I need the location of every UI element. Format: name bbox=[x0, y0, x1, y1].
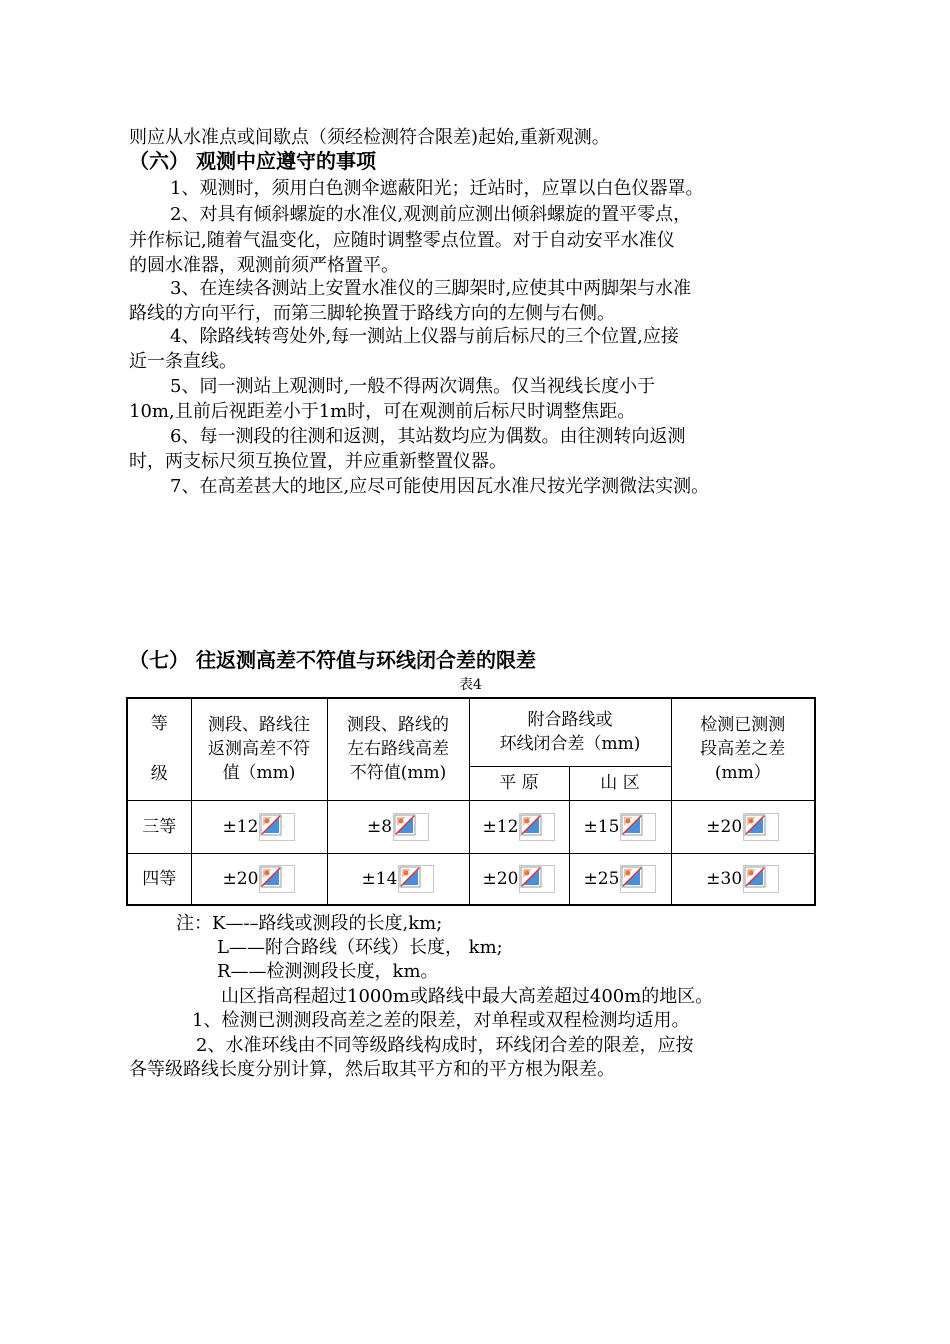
section6-item-6: 6、每一测段的往测和返测，其站数均应为偶数。由往测转向返测 bbox=[170, 426, 686, 447]
value-cell: ±20 bbox=[469, 853, 569, 905]
broken-image-icon bbox=[393, 813, 429, 841]
note-l: L——附合路线（环线）长度， km; bbox=[217, 937, 503, 958]
section6-item-4-cont: 近一条直线。 bbox=[129, 351, 237, 372]
section6-item-3-cont: 路线的方向平行，而第三脚轮换置于路线方向的左侧与右侧。 bbox=[129, 303, 615, 324]
value-cell: ±12 bbox=[191, 800, 327, 853]
header-closure: 附合路线或 环线闭合差（mm) bbox=[469, 698, 671, 766]
broken-image-icon bbox=[620, 813, 656, 841]
broken-image-icon bbox=[259, 813, 295, 841]
section6-item-2-cont: 并作标记,随着气温变化，应随时调整零点位置。对于自动安平水准仪 bbox=[129, 230, 675, 251]
header-mountain: 山 区 bbox=[569, 766, 671, 800]
broken-image-icon bbox=[519, 813, 555, 841]
value-cell: ±12 bbox=[469, 800, 569, 853]
limits-table bbox=[126, 697, 816, 906]
section6-heading: （六） 观测中应遵守的事项 bbox=[129, 149, 376, 173]
intro-line: 则应从水准点或间歇点（须经检测符合限差)起始,重新观测。 bbox=[129, 127, 610, 148]
table-caption: 表4 bbox=[459, 677, 482, 693]
value-cell: ±15 bbox=[569, 800, 671, 853]
section6-item-4: 4、除路线转弯处外,每一测站上仪器与前后标尺的三个位置,应接 bbox=[170, 326, 679, 347]
broken-image-icon bbox=[620, 865, 656, 893]
note-1: 1、检测已测测段高差之差的限差，对单程或双程检测均适用。 bbox=[192, 1010, 690, 1031]
section6-item-5-cont: 10m,且前后视距差小于1m时，可在观测前后标尺时调整焦距。 bbox=[129, 401, 636, 422]
section6-item-5: 5、同一测站上观测时,一般不得两次调焦。仅当视线长度小于 bbox=[170, 376, 656, 397]
note-2: 2、水准环线由不同等级路线构成时，环线闭合差的限差，应按 bbox=[196, 1035, 694, 1056]
section6-item-7: 7、在高差甚大的地区,应尽可能使用因瓦水准尺按光学测微法实测。 bbox=[170, 476, 710, 497]
broken-image-icon bbox=[398, 865, 434, 893]
broken-image-icon bbox=[743, 865, 779, 893]
value-cell: ±14 bbox=[327, 853, 469, 905]
section7-heading: （七） 往返测高差不符值与环线闭合差的限差 bbox=[129, 648, 536, 672]
note-mountain: 山区指高程超过1000m或路线中最大高差超过400m的地区。 bbox=[221, 986, 714, 1007]
grade-cell: 三等 bbox=[127, 800, 191, 853]
value-cell: ±20 bbox=[671, 800, 815, 853]
header-plain: 平 原 bbox=[469, 766, 569, 800]
table-row bbox=[127, 853, 815, 905]
section6-item-2: 2、对具有倾斜螺旋的水准仪,观测前应测出倾斜螺旋的置平零点， bbox=[170, 204, 692, 225]
broken-image-icon bbox=[519, 865, 555, 893]
section6-item-6-cont: 时，两支标尺须互换位置，并应重新整置仪器。 bbox=[129, 451, 507, 472]
grade-cell: 四等 bbox=[127, 853, 191, 905]
section6-item-1: 1、观测时，须用白色测伞遮蔽阳光；迁站时，应罩以白色仪器罩。 bbox=[170, 178, 704, 199]
section6-item-3: 3、在连续各测站上安置水准仪的三脚架时,应使其中两脚架与水准 bbox=[170, 278, 692, 299]
note-k: 注：K—-–路线或测段的长度,km; bbox=[176, 913, 443, 934]
note-r: R——检测测段长度，km。 bbox=[217, 961, 439, 982]
value-cell: ±25 bbox=[569, 853, 671, 905]
header-roundtrip: 测段、路线往 返测高差不符 值（mm) bbox=[191, 698, 327, 800]
header-leftright: 测段、路线的 左右路线高差 不符值(mm) bbox=[327, 698, 469, 800]
broken-image-icon bbox=[259, 865, 295, 893]
header-grade: 等 级 bbox=[127, 698, 191, 800]
value-cell: ±20 bbox=[191, 853, 327, 905]
note-2-cont: 各等级路线长度分别计算，然后取其平方和的平方根为限差。 bbox=[129, 1059, 615, 1080]
broken-image-icon bbox=[743, 813, 779, 841]
value-cell: ±8 bbox=[327, 800, 469, 853]
value-cell: ±30 bbox=[671, 853, 815, 905]
section6-item-2-cont: 的圆水准器，观测前须严格置平。 bbox=[129, 255, 399, 276]
table-row bbox=[127, 800, 815, 853]
header-check: 检测已测测 段高差之差 (mm） bbox=[671, 698, 815, 800]
table-header-row bbox=[127, 698, 815, 766]
